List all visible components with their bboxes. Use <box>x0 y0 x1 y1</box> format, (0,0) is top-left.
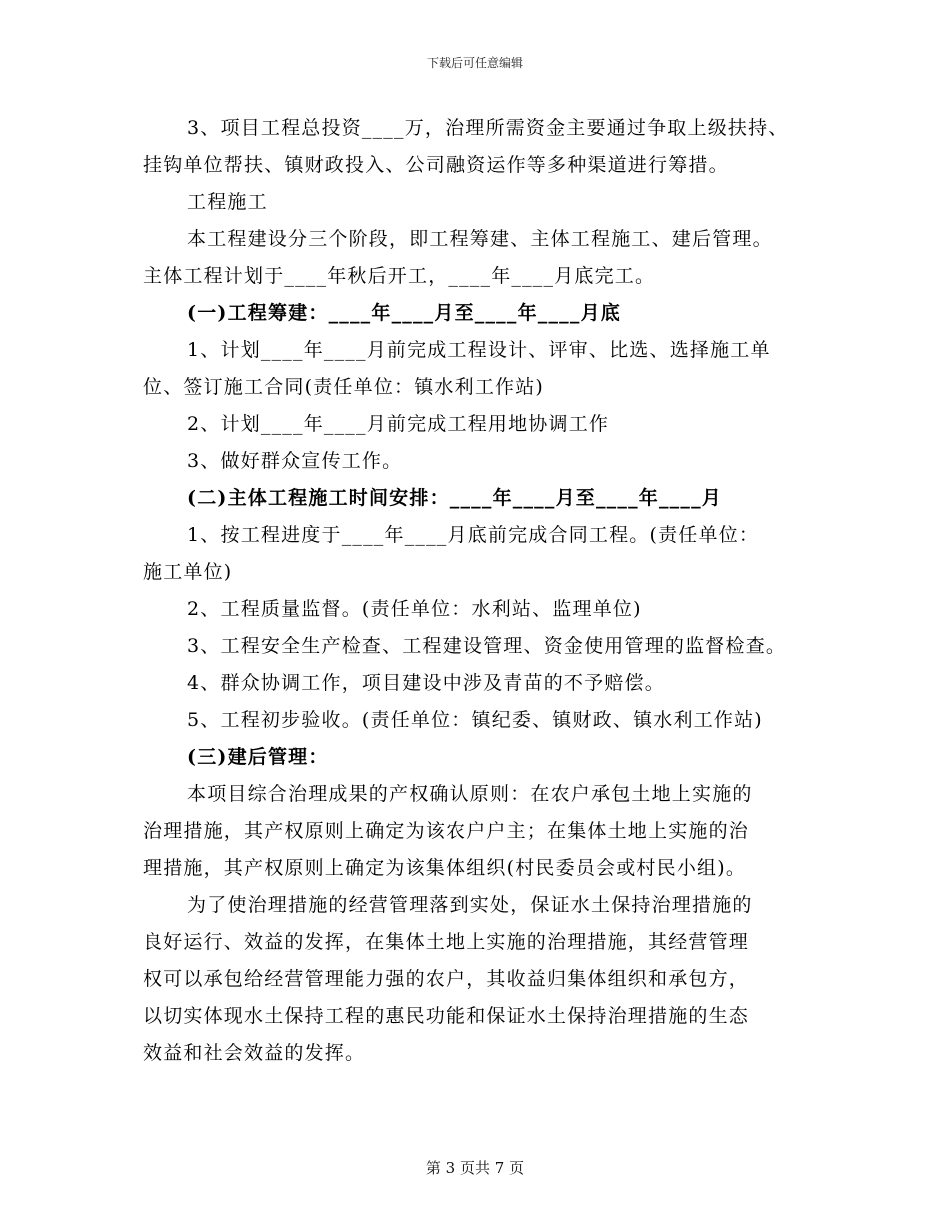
text-line: 1、计划____年____月前完成工程设计、评审、比选、选择施工单 <box>187 339 771 361</box>
text-line: 施工单位) <box>143 561 233 583</box>
page-header: 下载后可任意编辑 <box>426 56 523 70</box>
text-line: 3、做好群众宣传工作。 <box>187 450 403 472</box>
section-heading: (二)主体工程施工时间安排：____年____月至____年____月 <box>187 487 722 509</box>
text-line: 3、工程安全生产检查、工程建设管理、资金使用管理的监督检查。 <box>187 635 787 657</box>
text-line: 治理措施，其产权原则上确定为该农户户主；在集体土地上实施的治 <box>143 820 750 842</box>
section-heading: (三)建后管理： <box>187 746 329 768</box>
text-line: 3、项目工程总投资____万，治理所需资金主要通过争取上级扶持、 <box>187 117 789 139</box>
text-line: 本项目综合治理成果的产权确认原则：在农户承包土地上实施的 <box>187 783 753 805</box>
text-line: 理措施，其产权原则上确定为该集体组织(村民委员会或村民小组)。 <box>143 857 747 879</box>
text-line: 4、群众协调工作，项目建设中涉及青苗的不予赔偿。 <box>187 672 665 694</box>
text-line: 工程施工 <box>187 191 268 213</box>
document-body <box>143 110 808 1072</box>
text-line: 效益和社会效益的发挥。 <box>143 1042 366 1064</box>
text-line: 挂钩单位帮扶、镇财政投入、公司融资运作等多种渠道进行筹措。 <box>143 154 729 176</box>
text-line: 权可以承包给经营管理能力强的农户，其收益归集体组织和承包方， <box>143 968 750 990</box>
text-line: 2、计划____年____月前完成工程用地协调工作 <box>187 413 610 435</box>
section-heading: (一)工程筹建：____年____月至____年____月底 <box>187 302 621 324</box>
text-line: 2、工程质量监督。(责任单位：水利站、监理单位) <box>187 598 642 620</box>
text-line: 位、签订施工合同(责任单位：镇水利工作站) <box>143 376 545 398</box>
text-line: 以切实体现水土保持工程的惠民功能和保证水土保持治理措施的生态 <box>143 1005 750 1027</box>
text-line: 为了使治理措施的经营管理落到实处，保证水土保持治理措施的 <box>187 894 753 916</box>
text-line: 本工程建设分三个阶段，即工程筹建、主体工程施工、建后管理。 <box>187 228 773 250</box>
page-footer: 第 3 页共 7 页 <box>425 1159 525 1177</box>
text-line: 5、工程初步验收。(责任单位：镇纪委、镇财政、镇水利工作站) <box>187 709 763 731</box>
text-line: 良好运行、效益的发挥，在集体土地上实施的治理措施，其经营管理 <box>143 931 750 953</box>
text-line: 主体工程计划于____年秋后开工，____年____月底完工。 <box>143 265 656 287</box>
text-line: 1、按工程进度于____年____月底前完成合同工程。(责任单位： <box>187 524 760 546</box>
